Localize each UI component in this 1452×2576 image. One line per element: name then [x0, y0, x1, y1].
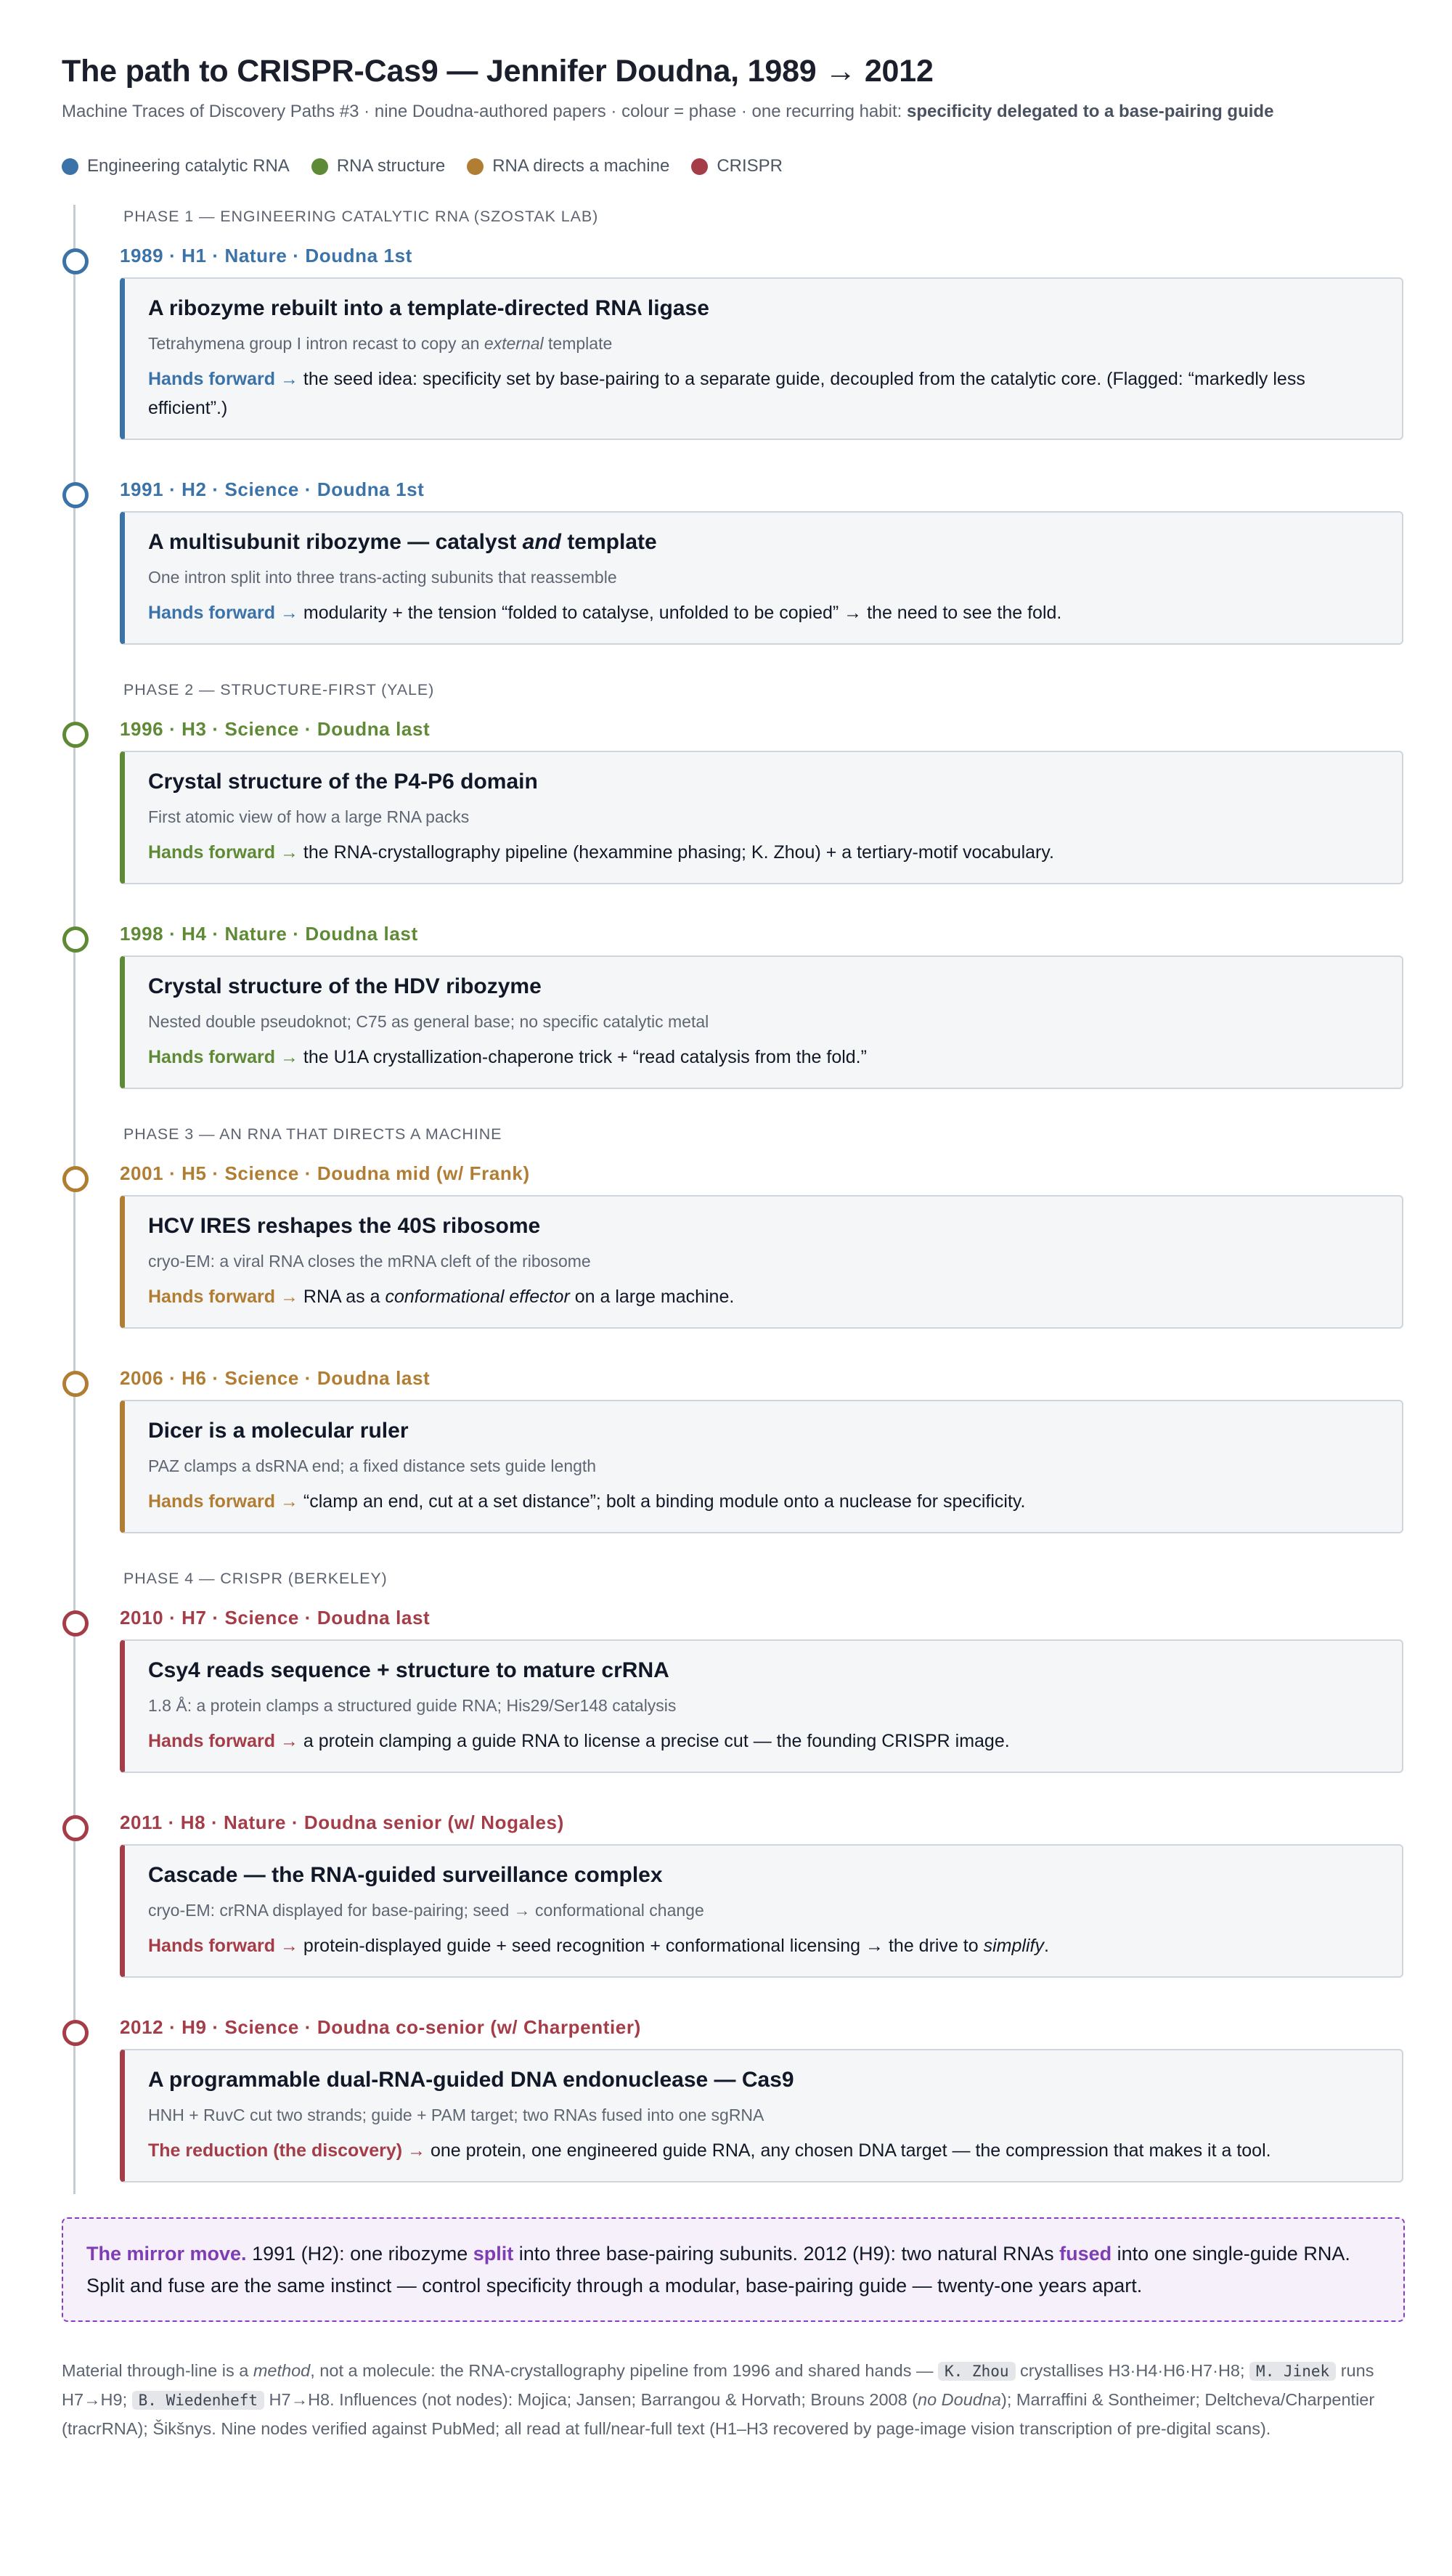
text-emphasis: and [522, 530, 561, 554]
text-span: Material through-line is a [62, 2361, 253, 2380]
node-meta: 1991 · H2 · Science · Doudna 1st [120, 478, 425, 500]
card-subtitle: PAZ clamps a dsRNA end; a fixed distance sets guide length [148, 1456, 597, 1475]
phase-heading: PHASE 4 — CRISPR (BERKELEY) [123, 1570, 388, 1587]
arrow-icon: → [280, 1731, 298, 1751]
card-hands-forward [148, 1931, 1377, 1960]
person-tag: M. Jinek [1249, 2362, 1336, 2381]
card-title: Crystal structure of the P4-P6 domain [148, 770, 538, 794]
text-span: template [560, 530, 657, 554]
text-span: into three base-pairing subunits. 2012 (H9): two natural RNAs [513, 2243, 1060, 2265]
keyword-split: split [473, 2243, 514, 2265]
card-hands-forward [148, 364, 1377, 423]
page-title: The path to CRISPR-Cas9 — Jennifer Doudna, 1989 → 2012 [62, 54, 934, 89]
card-hands-forward [148, 598, 1377, 627]
paper-card [120, 1639, 1403, 1773]
arrow-icon: → [280, 369, 298, 389]
arrow-icon: → [280, 1047, 298, 1067]
node-ring-icon [62, 1610, 89, 1637]
paper-card [120, 751, 1403, 884]
card-hands-forward [148, 1727, 1377, 1756]
timeline-node-h4 [62, 919, 1390, 1089]
arrow-icon: → [280, 1936, 298, 1956]
hands-forward-text: the RNA-crystallography pipeline (hexammine phasing; K. Zhou) + a tertiary-motif vocabulary. [298, 842, 1054, 863]
text-emphasis: conformational effector [385, 1287, 570, 1307]
card-subtitle: First atomic view of how a large RNA packs [148, 807, 470, 826]
node-ring-icon [62, 722, 89, 748]
legend-dot-icon [467, 158, 484, 175]
node-meta: 2010 · H7 · Science · Doudna last [120, 1607, 431, 1629]
card-subtitle: 1.8 Å: a protein clamps a structured guide RNA; His29/Ser148 catalysis [148, 1696, 677, 1715]
paper-card [120, 955, 1403, 1089]
card-hands-forward [148, 1043, 1377, 1072]
hands-forward-label: Hands forward [148, 603, 276, 623]
card-title: HCV IRES reshapes the 40S ribosome [148, 1214, 541, 1238]
timeline-node-h9 [62, 2013, 1390, 2182]
hands-forward-label: Hands forward [148, 842, 276, 863]
keyword-fused: fused [1059, 2243, 1112, 2265]
text-span: Tetrahymena group I intron recast to copy an [148, 334, 484, 353]
node-ring-icon [62, 1166, 89, 1192]
paper-card [120, 2049, 1403, 2182]
phase-heading: PHASE 3 — AN RNA THAT DIRECTS A MACHINE [123, 1125, 502, 1143]
hands-forward-text: the U1A crystallization-chaperone trick + “read catalysis from the fold.” [298, 1047, 867, 1067]
hands-forward-text: one protein, one engineered guide RNA, any chosen DNA target — the compression that makes it a tool. [425, 2140, 1271, 2161]
hands-forward-text: the seed idea: specificity set by base-pairing to a separate guide, decoupled from the catalytic core. (Flagged: “markedly less efficient”.) [148, 369, 1305, 418]
phase-heading: PHASE 1 — ENGINEERING CATALYTIC RNA (SZOSTAK LAB) [123, 208, 599, 225]
legend-dot-icon [62, 158, 78, 175]
card-title: A ribozyme rebuilt into a template-directed RNA ligase [148, 296, 709, 320]
node-meta: 1989 · H1 · Nature · Doudna 1st [120, 245, 412, 266]
node-ring-icon [62, 482, 89, 508]
reduction-label: The reduction (the discovery) [148, 2140, 403, 2161]
text-span: on a large machine. [569, 1287, 735, 1307]
card-title: Csy4 reads sequence + structure to mature crRNA [148, 1658, 669, 1682]
legend-label: RNA structure [336, 156, 446, 176]
text-span: . [1043, 1936, 1049, 1956]
card-title: Cascade — the RNA-guided surveillance complex [148, 1863, 663, 1887]
text-span: ); Marraffini & Sontheimer; Deltcheva/Charpentier (tracrRNA); Šikšnys. Nine nodes verified against PubMed; all read at full/near-full text (H1–H3 recovered by page-image vision transcription of pre-digital scans). [62, 2390, 1375, 2438]
timeline-node-h3 [62, 714, 1390, 884]
text-emphasis: simplify [983, 1936, 1044, 1956]
paper-card [120, 511, 1403, 645]
legend-dot-icon [691, 158, 708, 175]
legend-item-crispr [691, 156, 783, 176]
card-subtitle: cryo-EM: crRNA displayed for base-pairing; seed → conformational change [148, 1901, 704, 1920]
node-meta: 2001 · H5 · Science · Doudna mid (w/ Frank) [120, 1162, 530, 1184]
text-span: 1991 (H2): one ribozyme [246, 2243, 473, 2265]
hands-forward-label: Hands forward [148, 1731, 276, 1751]
node-meta: 1996 · H3 · Science · Doudna last [120, 718, 431, 740]
text-emphasis: no Doudna [918, 2390, 1002, 2409]
arrow-icon: → [280, 1491, 298, 1512]
card-subtitle: HNH + RuvC cut two strands; guide + PAM target; two RNAs fused into one sgRNA [148, 2106, 764, 2124]
node-ring-icon [62, 926, 89, 953]
hands-forward-text: protein-displayed guide + seed recognition + conformational licensing → the drive to [298, 1936, 984, 1956]
node-meta: 1998 · H4 · Nature · Doudna last [120, 923, 418, 945]
legend-label: RNA directs a machine [492, 156, 670, 176]
card-hands-forward [148, 1282, 1377, 1311]
node-ring-icon [62, 1815, 89, 1841]
legend-label: CRISPR [717, 156, 783, 176]
paper-card [120, 277, 1403, 440]
hands-forward-label: Hands forward [148, 369, 276, 389]
text-emphasis: external [484, 334, 544, 353]
card-subtitle: cryo-EM: a viral RNA closes the mRNA cleft of the ribosome [148, 1252, 591, 1271]
paper-card [120, 1400, 1403, 1533]
paper-card [120, 1195, 1403, 1329]
hands-forward-text: modularity + the tension “folded to catalyse, unfolded to be copied” → the need to see the fold. [298, 603, 1062, 623]
hands-forward-text: a protein clamping a guide RNA to license a precise cut — the founding CRISPR image. [298, 1731, 1010, 1751]
hands-forward-label: Hands forward [148, 1491, 276, 1512]
card-title: Crystal structure of the HDV ribozyme [148, 974, 542, 998]
legend-item-machine [467, 156, 669, 176]
node-meta: 2011 · H8 · Nature · Doudna senior (w/ Nogales) [120, 1811, 564, 1833]
text-span: crystallises H3·H4·H6·H7·H8; [1015, 2361, 1250, 2380]
text-span: A multisubunit ribozyme — catalyst [148, 530, 523, 554]
timeline-node-h5 [62, 1159, 1390, 1329]
text-span: into one single-guide RNA. Split and fuse are the same instinct — control specificity through a modular, base-pairing guide — twenty-one years apart. [86, 2243, 1350, 2296]
hands-forward-label: Hands forward [148, 1936, 276, 1956]
timeline-node-h7 [62, 1603, 1390, 1773]
legend-label: Engineering catalytic RNA [87, 156, 290, 176]
page-subtitle [62, 99, 1390, 125]
phase-heading: PHASE 2 — STRUCTURE-FIRST (YALE) [123, 681, 435, 698]
arrow-icon: → [280, 603, 298, 623]
subtitle-text: Machine Traces of Discovery Paths #3 · nine Doudna-authored papers · colour = phase · one recurring habit: [62, 102, 907, 121]
node-meta: 2006 · H6 · Science · Doudna last [120, 1367, 431, 1389]
timeline [62, 205, 1390, 2182]
arrow-icon: → [280, 1287, 298, 1307]
card-hands-forward [148, 1487, 1377, 1516]
node-ring-icon [62, 248, 89, 274]
legend [62, 154, 1390, 179]
node-ring-icon [62, 2020, 89, 2046]
mirror-move-callout [62, 2217, 1405, 2322]
footnote [62, 2357, 1405, 2443]
paper-card [120, 1844, 1403, 1978]
hands-forward-text: “clamp an end, cut at a set distance”; bolt a binding module onto a nuclease for specificity. [298, 1491, 1026, 1512]
timeline-node-h6 [62, 1364, 1390, 1533]
text-span: runs H7→H9; [62, 2361, 1374, 2409]
text-span: , not a molecule: the RNA-crystallography pipeline from 1996 and shared hands — [310, 2361, 938, 2380]
arrow-icon: → [407, 2140, 426, 2161]
timeline-node-h1 [62, 241, 1390, 440]
text-emphasis: method [253, 2361, 311, 2380]
card-subtitle: Nested double pseudoknot; C75 as general base; no specific catalytic metal [148, 1012, 709, 1031]
node-ring-icon [62, 1371, 89, 1397]
text-span: template [543, 334, 613, 353]
text-span: H7→H8. Influences (not nodes): Mojica; Jansen; Barrangou & Horvath; Brouns 2008 ( [264, 2390, 918, 2409]
card-subtitle: One intron split into three trans-acting subunits that reassemble [148, 568, 617, 587]
card-title [148, 527, 1377, 558]
card-title: Dicer is a molecular ruler [148, 1419, 409, 1443]
hands-forward-label: Hands forward [148, 1047, 276, 1067]
timeline-node-h8 [62, 1808, 1390, 1978]
node-meta: 2012 · H9 · Science · Doudna co-senior (w/ Charpentier) [120, 2016, 641, 2038]
legend-item-engineering [62, 156, 290, 176]
legend-dot-icon [311, 158, 328, 175]
card-hands-forward [148, 2136, 1377, 2165]
legend-item-structure [311, 156, 445, 176]
hands-forward-label: Hands forward [148, 1287, 276, 1307]
card-title: A programmable dual-RNA-guided DNA endonuclease — Cas9 [148, 2068, 794, 2092]
timeline-node-h2 [62, 475, 1390, 645]
arrow-icon: → [280, 842, 298, 863]
person-tag: K. Zhou [938, 2362, 1016, 2381]
hands-forward-text: RNA as a [298, 1287, 386, 1307]
card-hands-forward [148, 838, 1377, 867]
subtitle-emphasis: specificity delegated to a base-pairing guide [906, 102, 1274, 121]
card-subtitle [148, 331, 1377, 356]
mirror-label: The mirror move. [86, 2243, 247, 2265]
person-tag: B. Wiedenheft [132, 2391, 264, 2410]
